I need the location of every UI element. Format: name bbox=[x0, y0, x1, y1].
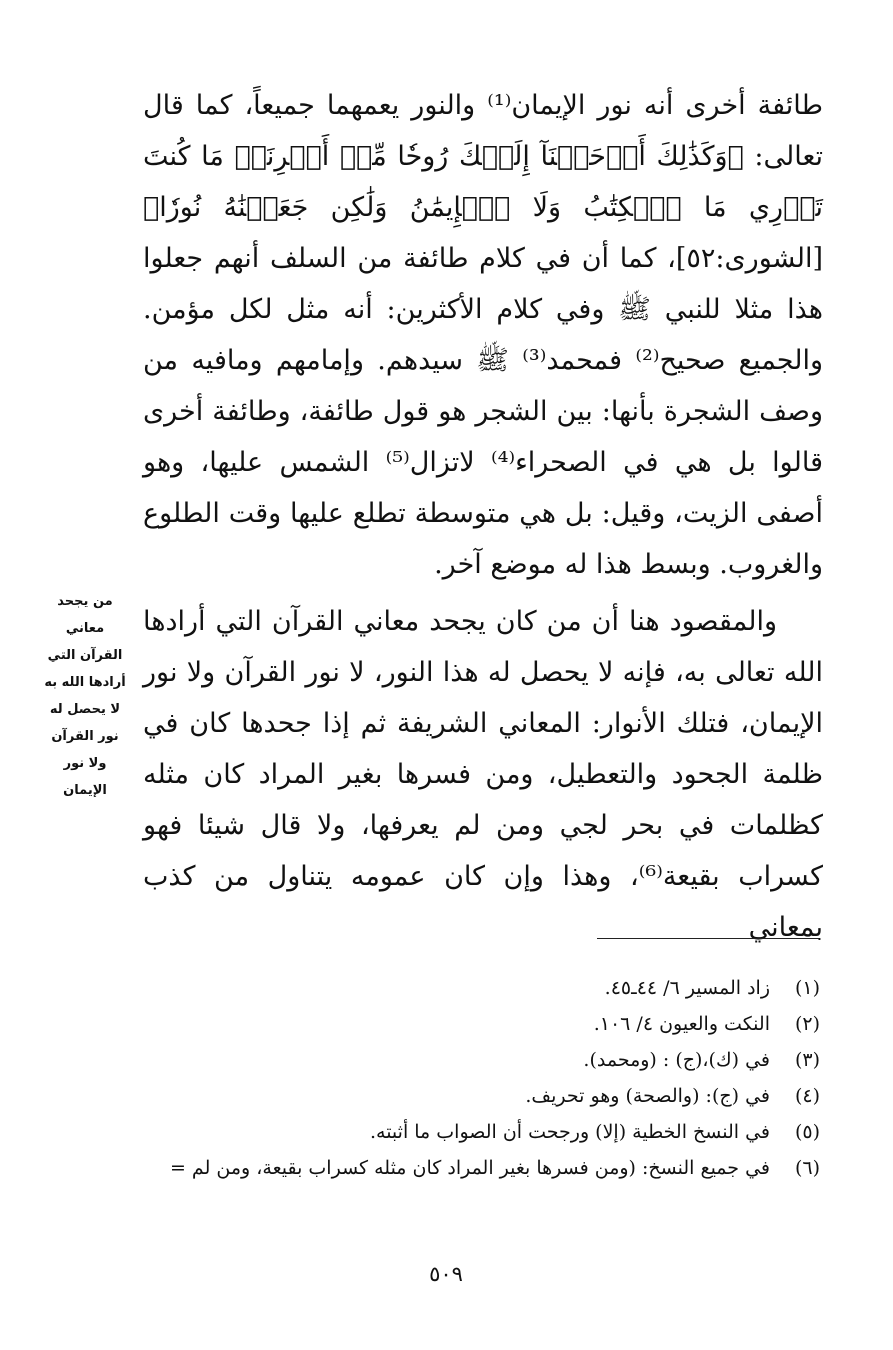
footnote-divider bbox=[597, 938, 819, 939]
footnote-number: (٥) bbox=[794, 1121, 820, 1143]
footnote-text: في النسخ الخطية (إلا) ورجحت أن الصواب ما أثبته. bbox=[369, 1121, 770, 1143]
margin-note: من يجحد معاني القرآن التي أرادها الله به لا يحصل له نور القرآن ولا نور الإيمان bbox=[44, 594, 126, 798]
paragraph-2: والمقصود هنا أن من كان يجحد معاني القرآن التي أرادها الله تعالى به، فإنه لا يحصل له هذا النور، لا نور القرآن ولا نور الإيمان، فتلك الأنوار: المعاني الشريفة ثم إذا جحدها كان في ظلمة الجحود والتعطيل، ومن فسرها بغير المراد كان مثله كظلمات في بحر لجي ومن لم يعرفها، ولا قال شيئا فهو كسراب بقيعة⁽⁶⁾، وهذا وإن كان عمومه يتناول من كذب بمعاني bbox=[143, 606, 823, 943]
main-text bbox=[143, 80, 823, 953]
page-number: ٥٠٩ bbox=[429, 1262, 463, 1286]
footnote-number: (١) bbox=[794, 977, 820, 999]
footnote-item bbox=[130, 1114, 820, 1150]
paragraph-1: طائفة أخرى أنه نور الإيمان⁽¹⁾ والنور يعمهما جميعاً، كما قال تعالى: ﴿وَكَذَٰلِكَ أَوۡحَيۡنَآ إِلَيۡكَ رُوحٗا مِّنۡ أَمۡرِنَاۚ مَا كُنتَ تَدۡرِي مَا ٱلۡكِتَٰبُ وَلَا ٱلۡإِيمَٰنُ وَلَٰكِن جَعَلۡنَٰهُ نُورٗا﴾ [الشورى:٥٢]، كما أن في كلام طائفة من السلف أنهم جعلوا هذا مثلا للنبي ﷺ وفي كلام الأكثرين: أنه مثل لكل مؤمن. والجميع صحيح⁽²⁾ فمحمد⁽³⁾ ﷺ سيدهم. وإمامهم ومافيه من وصف الشجرة بأنها: بين الشجر هو قول طائفة، وطائفة أخرى قالوا بل هي في الصحراء⁽⁴⁾ لاتزال⁽⁵⁾ الشمس عليها، وهو أصفى الزيت، وقيل: بل هي متوسطة تطلع عليها وقت الطلوع والغروب. وبسط هذا له موضع آخر. bbox=[143, 90, 824, 580]
footnote-text: في جميع النسخ: (ومن فسرها بغير المراد كان مثله كسراب بقيعة، ومن لم = bbox=[169, 1157, 770, 1179]
footnote-item bbox=[130, 970, 820, 1006]
footnote-number: (٦) bbox=[794, 1157, 820, 1179]
footnote-item bbox=[130, 1150, 820, 1186]
footnote-text: زاد المسير ٦/ ٤٤ـ٤٥. bbox=[604, 977, 770, 999]
footnotes-list bbox=[130, 970, 820, 1186]
footnote-text: في (ك)،(ج) : (ومحمد). bbox=[583, 1049, 770, 1071]
footnote-number: (٣) bbox=[794, 1049, 820, 1071]
footnote-item bbox=[130, 1042, 820, 1078]
footnote-text: في (ج): (والصحة) وهو تحريف. bbox=[525, 1085, 770, 1107]
footnote-number: (٢) bbox=[794, 1013, 820, 1035]
footnote-text: النكت والعيون ٤/ ١٠٦. bbox=[593, 1013, 770, 1035]
footnote-number: (٤) bbox=[794, 1085, 820, 1107]
footnote-item bbox=[130, 1006, 820, 1042]
footnote-item bbox=[130, 1078, 820, 1114]
